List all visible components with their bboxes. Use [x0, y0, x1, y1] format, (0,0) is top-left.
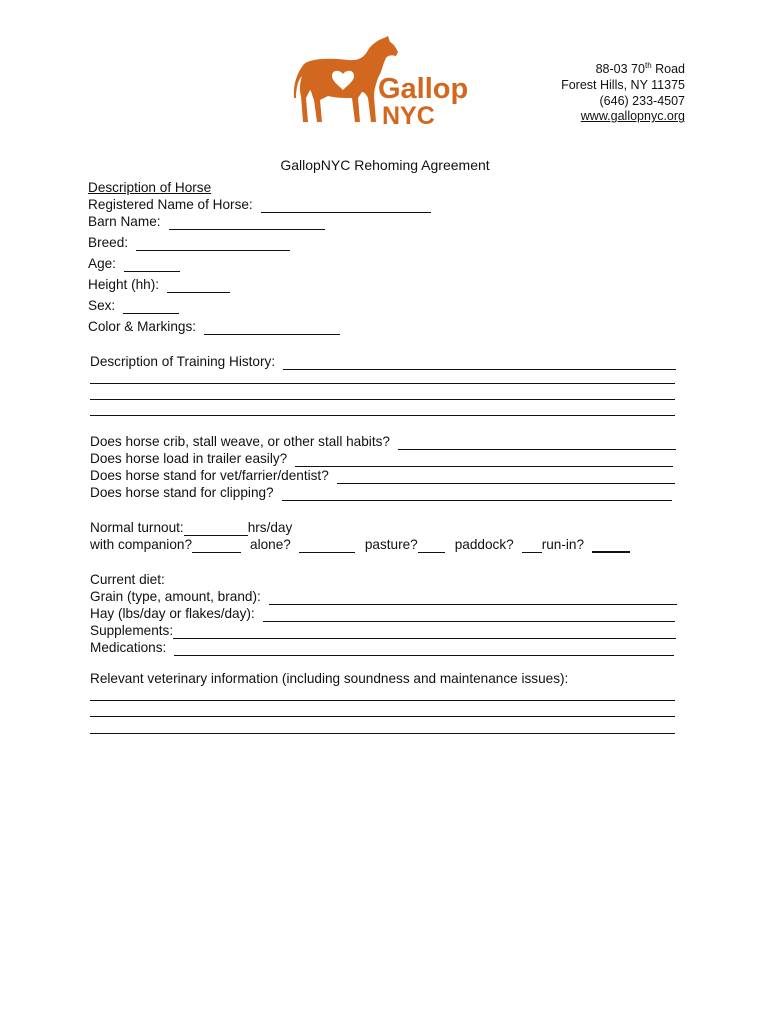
color-markings-blank[interactable] [204, 321, 340, 335]
trailer-loading-label: Does horse load in trailer easily? [90, 451, 288, 466]
run-in-label: run-in? [541, 537, 585, 552]
clipping-field[interactable] [90, 484, 672, 501]
paddock-label: paddock? [454, 537, 514, 552]
supplements-label: Supplements: [90, 623, 174, 638]
supplements-field[interactable] [90, 622, 676, 639]
city-state-zip: Forest Hills, NY 11375 [561, 77, 685, 92]
registered-name-label: Registered Name of Horse: [88, 197, 253, 212]
hay-label: Hay (lbs/day or flakes/day): [90, 606, 255, 621]
run-in-answer-blank[interactable] [592, 538, 630, 553]
veterinary-line-1[interactable] [90, 700, 675, 701]
training-history-line-3[interactable] [90, 399, 675, 400]
training-history-line-2[interactable] [90, 383, 675, 384]
stall-habits-blank[interactable] [398, 436, 676, 450]
sex-field[interactable] [88, 297, 179, 314]
normal-turnout-blank[interactable] [184, 522, 248, 536]
page-title: GallopNYC Rehoming Agreement [280, 157, 490, 173]
pasture-blank[interactable] [418, 539, 445, 553]
stall-habits-field[interactable] [90, 433, 676, 450]
phone-number: (646) 233-4507 [599, 93, 685, 108]
website-link[interactable]: www.gallopnyc.org [580, 109, 685, 124]
grain-label: Grain (type, amount, brand): [90, 589, 261, 604]
age-blank[interactable] [124, 258, 180, 272]
breed-field[interactable] [88, 234, 290, 251]
grain-blank[interactable] [269, 591, 677, 605]
hay-blank[interactable] [263, 608, 675, 622]
trailer-loading-field[interactable] [90, 450, 673, 467]
veterinary-info-label: Relevant veterinary information (including soundness and maintenance issues): [90, 671, 569, 686]
barn-name-blank[interactable] [169, 216, 325, 230]
training-history-blank[interactable] [283, 356, 676, 370]
alone-label: alone? [250, 537, 291, 552]
pasture-label: pasture? [364, 537, 418, 552]
logo-word-gallop: Gallop [378, 73, 469, 105]
hay-field[interactable] [90, 605, 675, 622]
registered-name-blank[interactable] [261, 199, 431, 213]
grain-field[interactable] [90, 588, 677, 605]
description-heading: Description of Horse [88, 180, 212, 195]
alone-blank[interactable] [299, 539, 355, 553]
clipping-label: Does horse stand for clipping? [90, 485, 274, 500]
trailer-loading-blank[interactable] [295, 453, 673, 467]
height-label: Height (hh): [88, 277, 160, 292]
turnout-options-row [90, 536, 630, 553]
normal-turnout-unit: hrs/day [247, 520, 293, 535]
veterinary-line-3[interactable] [90, 733, 675, 734]
medications-label: Medications: [90, 640, 167, 655]
vet-farrier-label: Does horse stand for vet/farrier/dentist? [90, 468, 329, 483]
breed-blank[interactable] [136, 237, 290, 251]
run-in-blank[interactable] [522, 539, 542, 553]
training-history-field[interactable] [90, 353, 676, 370]
vet-farrier-blank[interactable] [337, 470, 675, 484]
training-history-line-4[interactable] [90, 415, 675, 416]
vet-farrier-field[interactable] [90, 467, 675, 484]
medications-blank[interactable] [174, 642, 674, 656]
sex-blank[interactable] [123, 300, 179, 314]
street-address: 88-03 70th Road [595, 60, 685, 76]
address-block [561, 62, 685, 125]
color-markings-label: Color & Markings: [88, 319, 197, 334]
medications-field[interactable] [90, 639, 674, 656]
stall-habits-label: Does horse crib, stall weave, or other stall habits? [90, 434, 390, 449]
age-label: Age: [88, 256, 116, 271]
companion-label: with companion? [90, 537, 193, 552]
age-field[interactable] [88, 255, 180, 272]
normal-turnout-field[interactable] [90, 519, 292, 536]
barn-name-field[interactable] [88, 213, 325, 230]
training-history-label: Description of Training History: [90, 354, 276, 369]
clipping-blank[interactable] [282, 487, 672, 501]
logo-word-nyc: NYC [382, 102, 435, 128]
registered-name-field[interactable] [88, 196, 431, 213]
sex-label: Sex: [88, 298, 116, 313]
companion-blank[interactable] [192, 539, 241, 553]
color-markings-field[interactable] [88, 318, 340, 335]
current-diet-heading: Current diet: [90, 572, 165, 587]
height-blank[interactable] [167, 279, 230, 293]
veterinary-line-2[interactable] [90, 716, 675, 717]
supplements-blank[interactable] [173, 625, 676, 639]
breed-label: Breed: [88, 235, 129, 250]
height-field[interactable] [88, 276, 230, 293]
normal-turnout-label: Normal turnout: [90, 520, 184, 535]
barn-name-label: Barn Name: [88, 214, 161, 229]
gallop-nyc-logo [292, 36, 477, 128]
